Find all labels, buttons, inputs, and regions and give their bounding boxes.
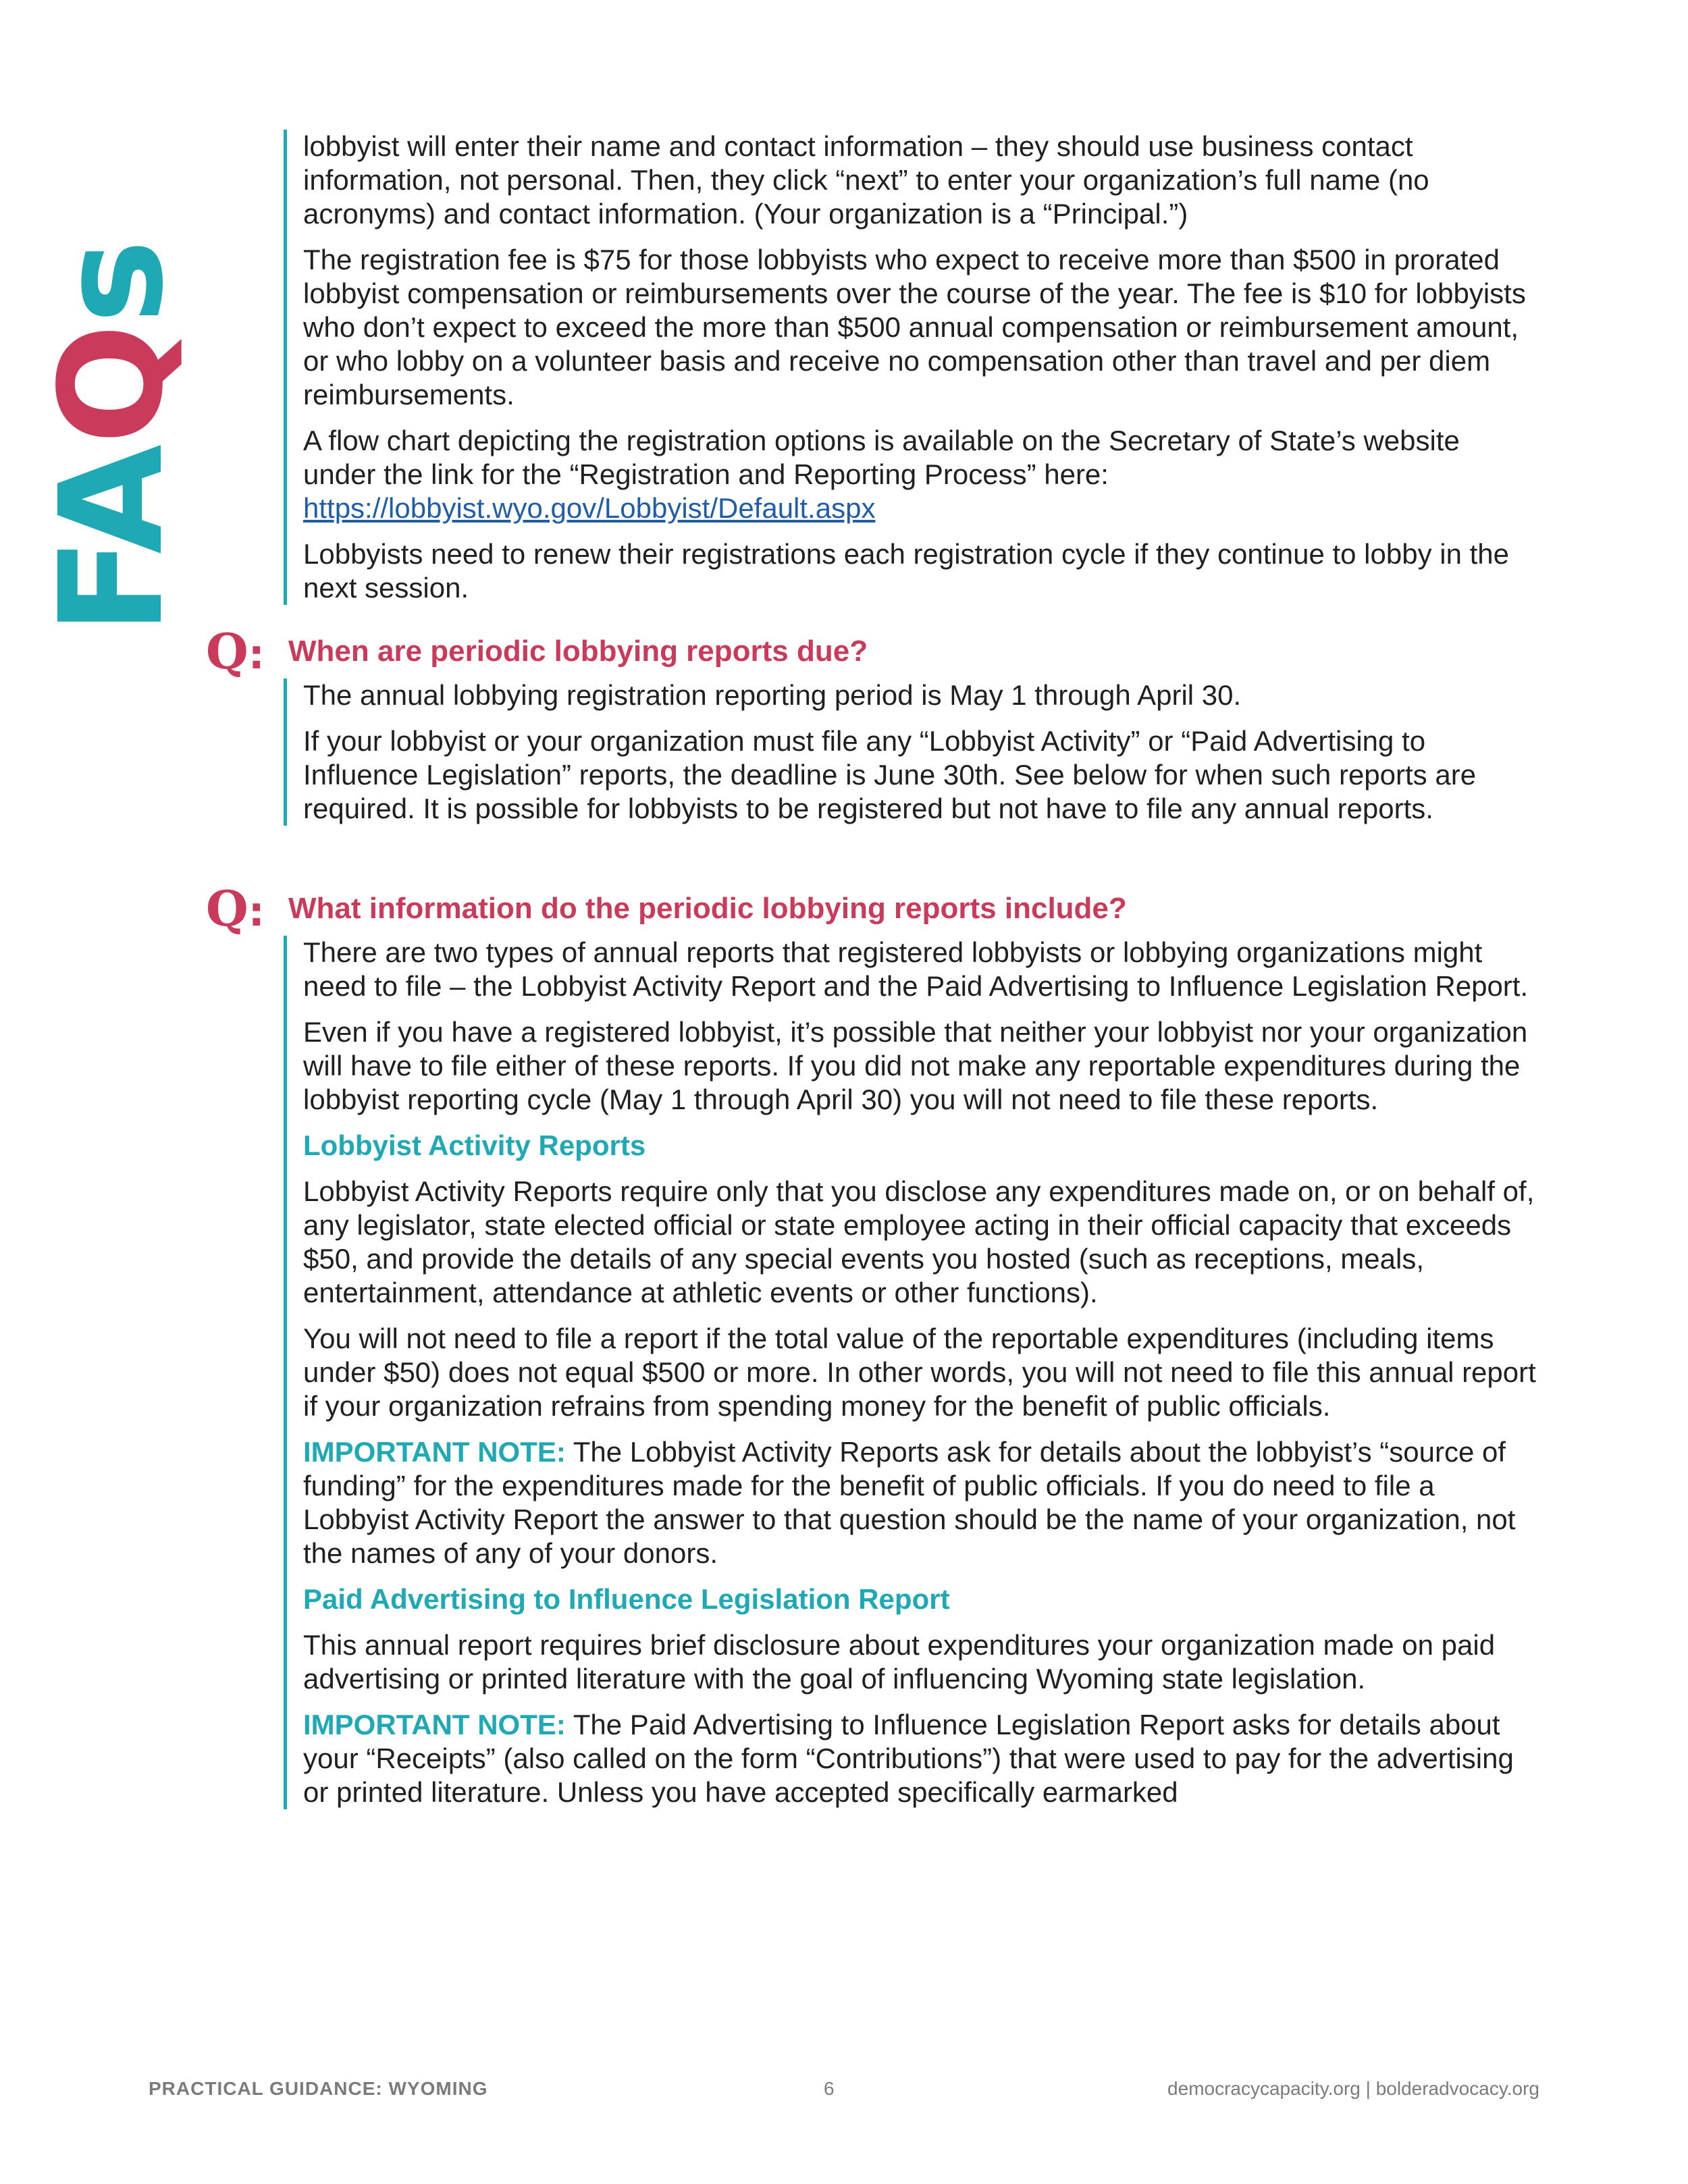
paragraph: There are two types of annual reports that registered lobbyists or lobbying organizations might need to file – the Lobbyist Activity Report and the Paid Advertising to Influence Legislation Report. [303, 936, 1529, 1002]
subheading: Paid Advertising to Influence Legislation Report [303, 1583, 950, 1615]
note-text: The Paid Advertising to Influence Legislation Report asks for details about your “Receipts” (also called on the form “Contributions”) that were used to pay for the advertising or printed literature. Unless you have accepted specifically earmarked [303, 1709, 1514, 1808]
paragraph: The registration fee is $75 for those lobbyists who expect to receive more than $500 in prorated lobbyist compensation or reimbursements over the course of the year. The fee is $10 for lobbyists who don’t expect to exceed the more than $500 annual compensation or reimbursement amount, or who lobby on a volunteer basis and receive no compensation other than travel and per diem reimbursements. [303, 244, 1526, 410]
important-note [303, 1708, 1539, 1809]
q-icon: Q: [206, 622, 265, 680]
paragraph: If your lobbyist or your organization must file any “Lobbyist Activity” or “Paid Advertising to Influence Legislation” reports, the deadline is June 30th. See below for when such reports are required. It is possible for lobbyists to be registered but not have to file any annual reports. [303, 725, 1477, 824]
lobbyist-website-link[interactable]: https://lobbyist.wyo.gov/Lobbyist/Default.aspx [303, 492, 876, 524]
logo-letter-f: F [29, 554, 194, 635]
question-title: When are periodic lobbying reports due? [288, 635, 868, 668]
paragraph: You will not need to file a report if the total value of the reportable expenditures (including items under $50) does not equal $500 or more. In other words, you will not need to file this annual report if your organization refrains from spending money for the benefit of public officials. [303, 1323, 1536, 1422]
paragraph: Even if you have a registered lobbyist, it’s possible that neither your lobbyist nor your organization will have to file either of these reports. If you did not make any reportable expenditures during the lobbyist reporting cycle (May 1 through April 30) you will not need to file these reports. [303, 1016, 1528, 1115]
subheading: Lobbyist Activity Reports [303, 1129, 646, 1161]
registration-section [284, 130, 1539, 605]
footer-websites: democracycapacity.org | bolderadvocacy.org [1167, 2078, 1539, 2099]
note-label: IMPORTANT NOTE: [303, 1709, 566, 1740]
answer-section [284, 678, 1539, 826]
paragraph-text: A flow chart depicting the registration options is available on the Secretary of State’s website under the link for the “Registration and Reporting Process” here: [303, 425, 1460, 490]
faqs-side-logo [29, 155, 194, 641]
paragraph [303, 424, 1539, 525]
note-label: IMPORTANT NOTE: [303, 1436, 566, 1468]
logo-letter-a: A [29, 444, 194, 554]
question-heading [206, 882, 1556, 936]
logo-letter-s: s [29, 239, 194, 324]
note-text: The Lobbyist Activity Reports ask for details about the lobbyist’s “source of funding” for the expenditures made for the benefit of public officials. If you do need to file a Lobbyist Activity Report the answer to that question should be the name of your organization, not the names of any of your donors. [303, 1436, 1516, 1569]
svg-text:FAQs [29, 240, 194, 635]
paragraph: Lobbyist Activity Reports require only that you disclose any expenditures made on, or on behalf of, any legislator, state elected official or state employee acting in their official capacity that exceeds $50, and provide the details of any special events you hosted (such as receptions, meals, entertainment, attendance at athletic events or other functions). [303, 1175, 1535, 1308]
question-heading [206, 624, 1556, 678]
footer-title: PRACTICAL GUIDANCE: WYOMING [149, 2078, 488, 2099]
logo-letter-q: Q [29, 323, 194, 445]
paragraph: The annual lobbying registration reporting period is May 1 through April 30. [303, 679, 1242, 711]
q-icon: Q: [206, 880, 265, 937]
answer-section [284, 936, 1539, 1809]
faqs-logo-graphic [29, 155, 194, 641]
paragraph: lobbyist will enter their name and contact information – they should use business contact information, not personal. Then, they click “next” to enter your organization’s full name (no acronyms) and contact information. (Your organization is a “Principal.”) [303, 130, 1429, 230]
paragraph: Lobbyists need to renew their registrations each registration cycle if they continue to lobby in the next session. [303, 538, 1510, 604]
paragraph: This annual report requires brief disclosure about expenditures your organization made on paid advertising or printed literature with the goal of influencing Wyoming state legislation. [303, 1629, 1496, 1695]
question-title: What information do the periodic lobbying reports include? [288, 892, 1127, 925]
page-number: 6 [824, 2078, 835, 2099]
page-footer [149, 2078, 1539, 2105]
important-note [303, 1435, 1539, 1570]
